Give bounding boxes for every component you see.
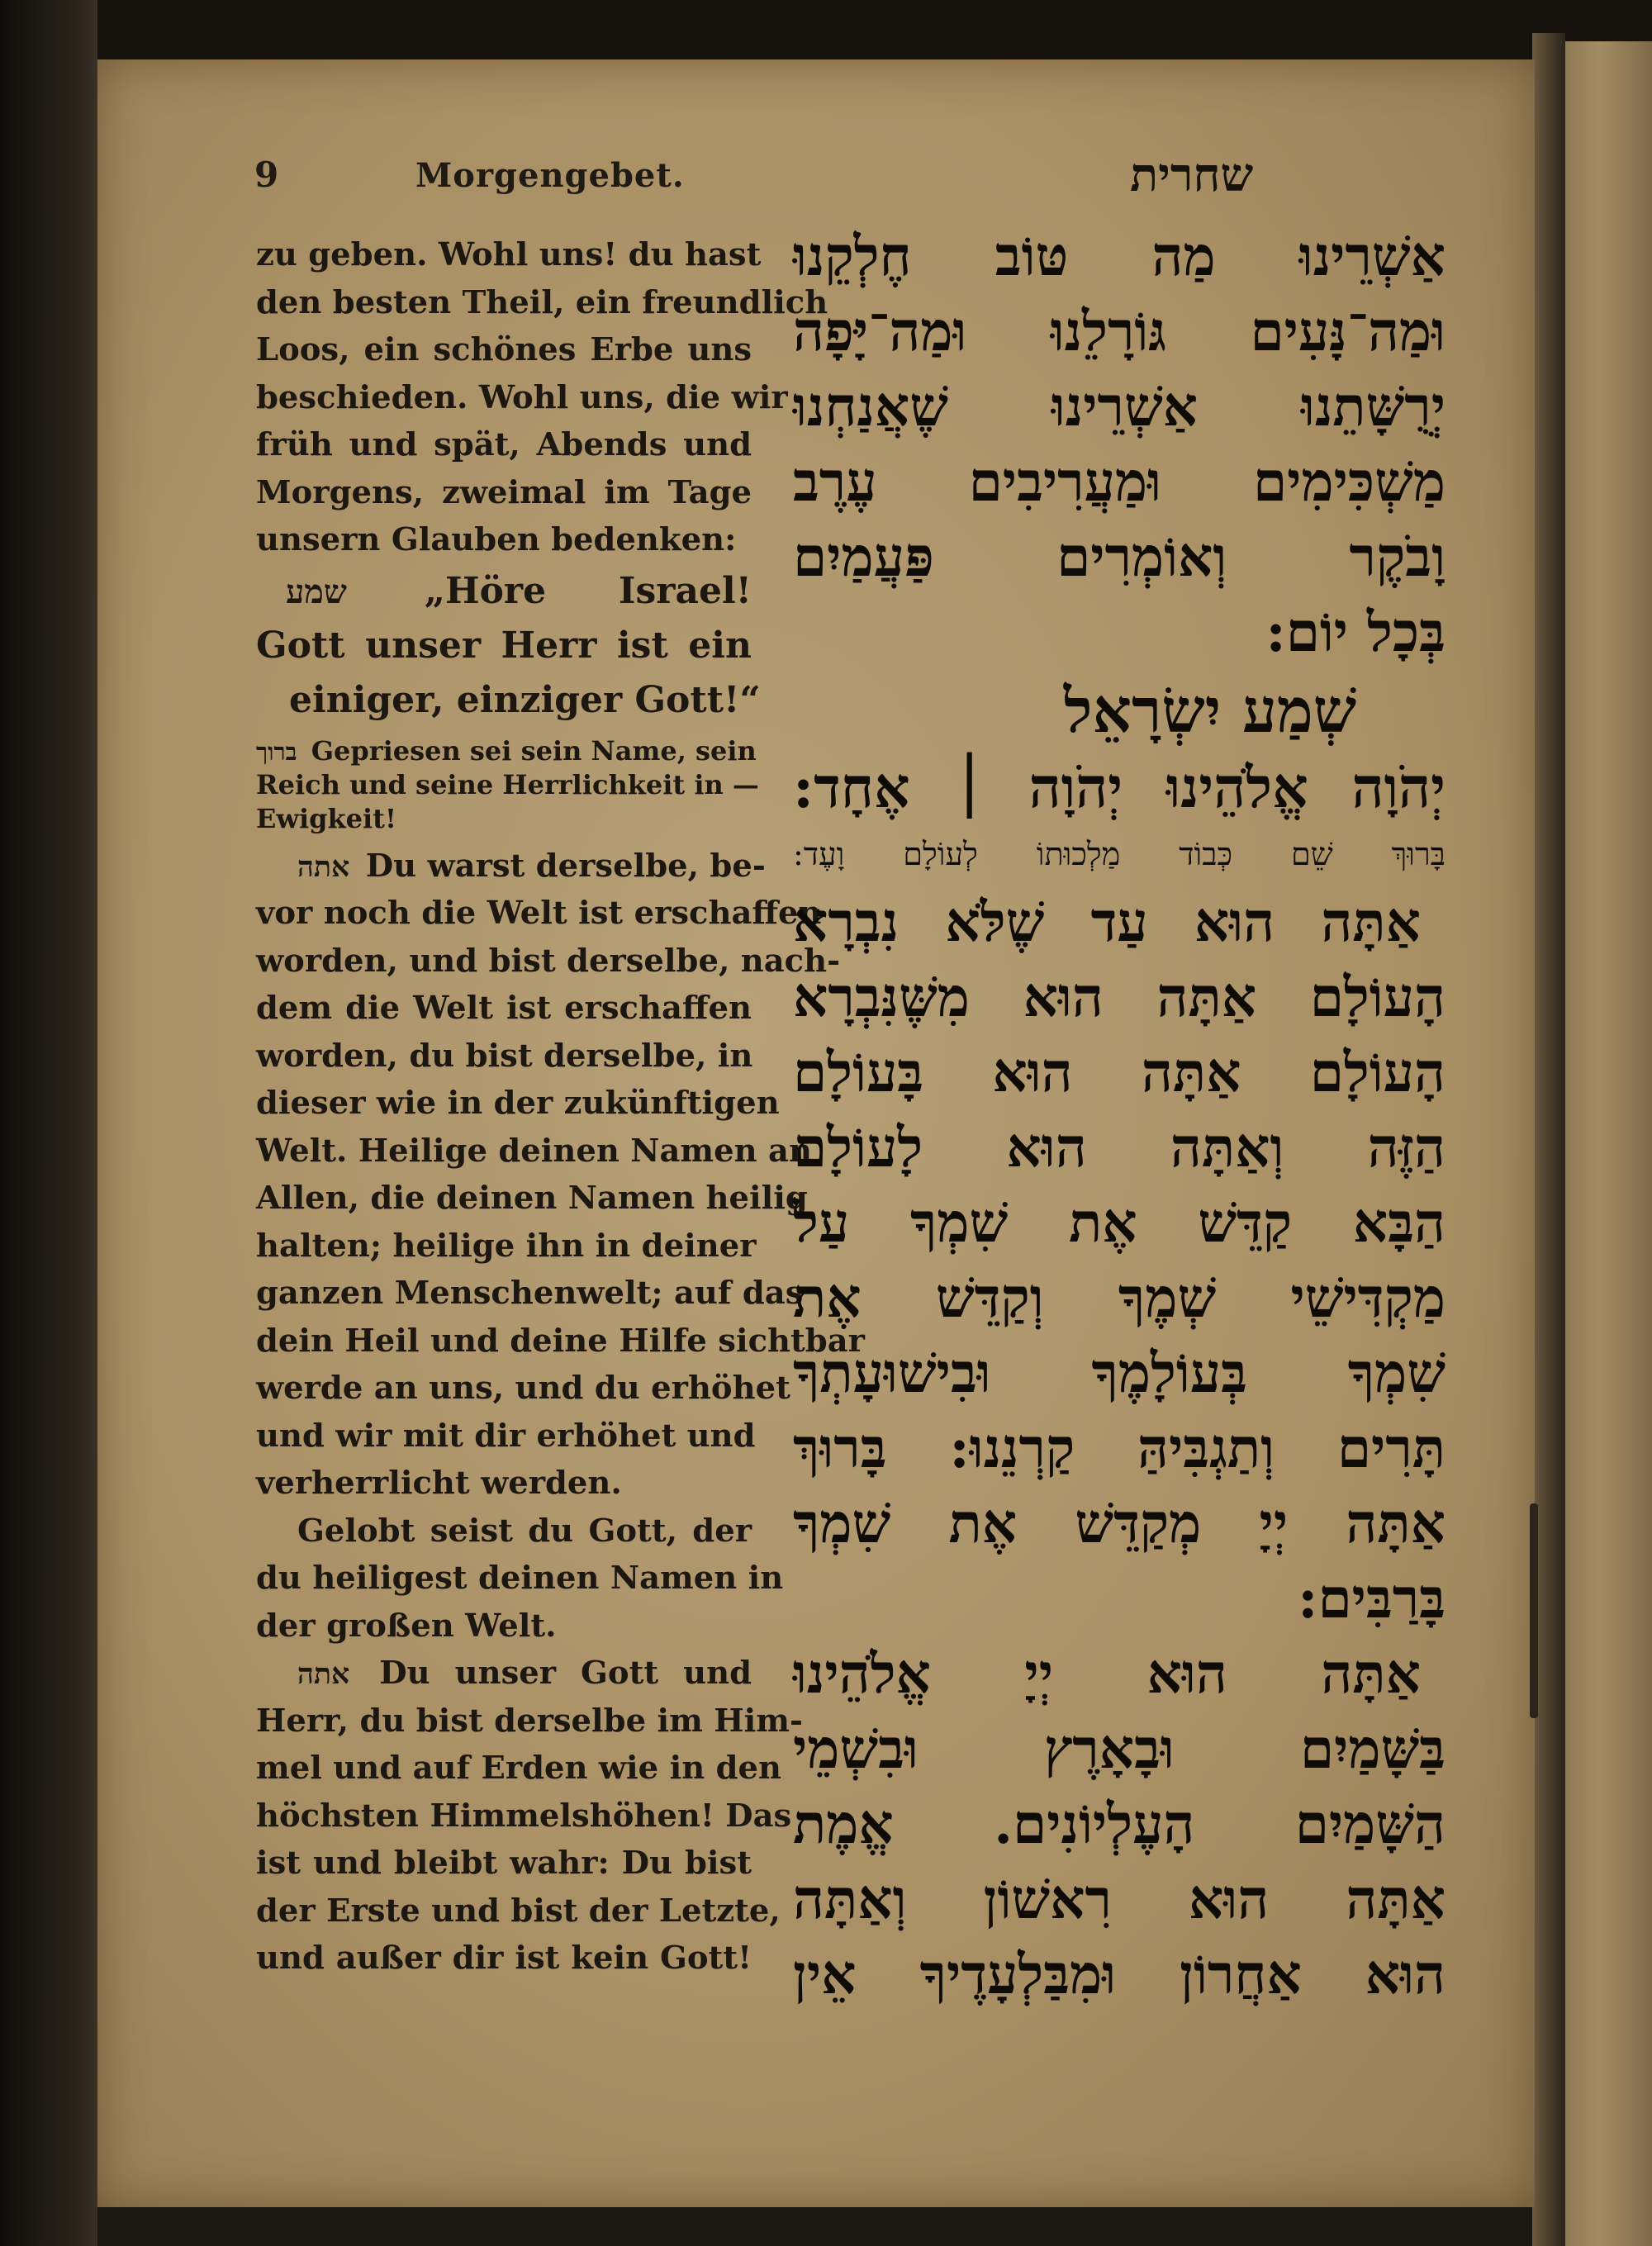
german-baruch-text: Gepriesen sei sein Name, sein <box>311 734 757 767</box>
german-line: beschieden. Wohl uns, die wir <box>256 378 788 416</box>
german-line: worden, und bist derselbe, nach- <box>256 942 841 980</box>
german-line: höchsten Himmelshöhen! Das <box>256 1797 792 1835</box>
shema-marker: שמע <box>286 572 347 611</box>
german-ata-line <box>256 1650 752 1698</box>
facing-page-edge <box>1565 41 1652 2246</box>
german-line: unsern Glauben bedenken: <box>256 521 737 558</box>
german-line: der großen Welt. <box>256 1607 557 1645</box>
hebrew-line: אַשְׁרֵינוּ מַה טּוֹב חֶלְקֵנוּ <box>793 224 1446 288</box>
hebrew-line: בַּשָּׁמַיִם וּבָאָרֶץ וּבִשְׁמֵי <box>793 1717 1446 1781</box>
hebrew-shema-line: יְהֹוָה אֱלֹהֵינוּ יְהֹוָה ׀ אֶחָד: <box>793 755 1446 821</box>
german-baruch-line: Reich und seine Herrlichkeit in — <box>256 768 759 800</box>
german-line: den besten Theil, ein freundlich <box>256 283 828 321</box>
hebrew-baruch-line: בָּרוּךְ שֵׁם כְּבוֹד מַלְכוּתוֹ לְעוֹלָם וָעֶד: <box>793 836 1446 872</box>
german-baruch-line <box>256 734 757 768</box>
hebrew-line: אַתָּה הוּא יְיָ אֱלֹהֵינוּ <box>793 1641 1421 1706</box>
page-number: 9 <box>254 154 279 195</box>
german-line: dem die Welt ist erschaffen <box>256 990 752 1027</box>
german-line: dieser wie in der zukünftigen <box>256 1085 780 1122</box>
german-line: mel und auf Erden wie in den <box>256 1750 782 1787</box>
hebrew-line: וָבֹקֶר וְאוֹמְרִים פַּעֲמַיִם <box>793 525 1446 589</box>
book-cover-top <box>0 0 1652 59</box>
hebrew-line: בְּכָל יוֹם: <box>1265 600 1446 664</box>
book-gutter <box>1532 33 1565 2246</box>
hebrew-line: הָעוֹלָם אַתָּה הוּא מִשֶּׁנִּבְרָא <box>793 965 1446 1029</box>
german-line: ist und bleibt wahr: Du bist <box>256 1845 752 1882</box>
book-cover-left <box>0 0 97 2246</box>
german-line: der Erste und bist der Letzte, <box>256 1892 781 1930</box>
spacer <box>256 836 752 843</box>
hebrew-line: וּמַה־נָּעִים גּוֹרָלֵנוּ וּמַה־יָּפָה <box>793 299 1446 363</box>
german-line: Welt. Heilige deinen Namen an <box>256 1132 812 1170</box>
german-line: und außer dir ist kein Gott! <box>256 1940 752 1977</box>
hebrew-text-column <box>793 219 1446 2012</box>
german-line: vor noch die Welt ist erschaffen <box>256 895 822 932</box>
german-line: Gelobt seist du Gott, der <box>297 1512 752 1550</box>
hebrew-line: מַשְׁכִּימִים וּמַעֲרִיבִים עֶרֶב <box>793 449 1446 514</box>
hebrew-line: תָּרִים וְתַגְבִּיהַּ קַרְנֵנוּ: בָּרוּךְ <box>793 1416 1446 1480</box>
german-line: Allen, die deinen Namen heilig <box>256 1180 808 1217</box>
hebrew-line: שִׁמְךָ בְּעוֹלָמֶךָ וּבִישׁוּעָתְךָ <box>793 1341 1446 1405</box>
hebrew-line: אַתָּה הוּא עַד שֶׁלֹּא נִבְרָא <box>793 890 1421 954</box>
german-baruch-line: Ewigkeit! <box>256 802 396 834</box>
baruch-marker: ברוך <box>256 737 297 766</box>
hebrew-line: הָעוֹלָם אַתָּה הוּא בָּעוֹלָם <box>793 1040 1446 1104</box>
german-line: worden, du bist derselbe, in <box>256 1037 753 1075</box>
hebrew-line: הַזֶּה וְאַתָּה הוּא לָעוֹלָם <box>793 1115 1446 1180</box>
german-shema-text: „Höre Israel! <box>424 569 752 612</box>
german-line: Herr, du bist derselbe im Him- <box>256 1702 803 1740</box>
german-line: Loos, ein schönes Erbe uns <box>256 331 752 368</box>
german-line: du heiligest deinen Namen in <box>256 1560 784 1597</box>
german-line: früh und spät, Abends und <box>256 426 752 463</box>
ata-marker: אתה <box>297 849 350 884</box>
hebrew-line: בָּרַבִּים: <box>1298 1566 1446 1631</box>
german-line: Morgens, zweimal im Tage <box>256 473 752 511</box>
german-shema-line: einiger, einziger Gott!“ <box>289 678 761 721</box>
german-ata-text: Du unser Gott und <box>379 1655 752 1692</box>
german-line: dein Heil und deine Hilfe sichtbar <box>256 1322 865 1360</box>
page-header <box>254 148 1535 221</box>
ata-marker: אתה <box>297 1657 350 1691</box>
ribbon-bookmark <box>1530 1503 1538 1718</box>
german-shema-line: Gott unser Herr ist ein <box>256 624 752 667</box>
hebrew-line: הַבָּא קַדֵּשׁ אֶת שִׁמְךָ עַל <box>793 1190 1446 1255</box>
spacer <box>256 728 752 734</box>
german-line: halten; heilige ihn in deiner <box>256 1227 757 1265</box>
hebrew-running-title: שחרית <box>1130 148 1254 202</box>
german-line: ganzen Menschenwelt; auf das <box>256 1275 804 1312</box>
german-line: verherrlicht werden. <box>256 1465 622 1502</box>
german-line: werde an uns, und du erhöhet <box>256 1370 790 1407</box>
german-line: und wir mit dir erhöhet und <box>256 1417 756 1455</box>
hebrew-line: אַתָּה הוּא רִאשׁוֹן וְאַתָּה <box>793 1867 1446 1931</box>
german-ata-line <box>256 843 766 890</box>
hebrew-line: מַקְדִּישֵׁי שְׁמֶךָ וְקַדֵּשׁ אֶת <box>793 1265 1446 1330</box>
german-translation-column <box>256 231 865 1982</box>
german-line: zu geben. Wohl uns! du hast <box>256 236 762 273</box>
hebrew-line: יְרֻשָּׁתֵנוּ אַשְׁרֵינוּ שֶׁאֲנַחְנוּ <box>793 374 1446 439</box>
hebrew-line: אַתָּה יְיָ מְקַדֵּשׁ אֶת שִׁמְךָ <box>793 1491 1446 1555</box>
german-ata-text: Du warst derselbe, be- <box>365 847 766 885</box>
running-title: Morgengebet. <box>415 156 685 195</box>
hebrew-shema-heading: שְׁמַע יִשְׂרָאֵל <box>1063 676 1357 747</box>
german-shema-line <box>256 564 752 619</box>
hebrew-line: הוּא אַחֲרוֹן וּמִבַּלְעָדֶיךָ אֵין <box>793 1942 1446 2006</box>
hebrew-line: הַשָּׁמַיִם הָעֶלְיוֹנִים. אֱמֶת <box>793 1792 1446 1856</box>
